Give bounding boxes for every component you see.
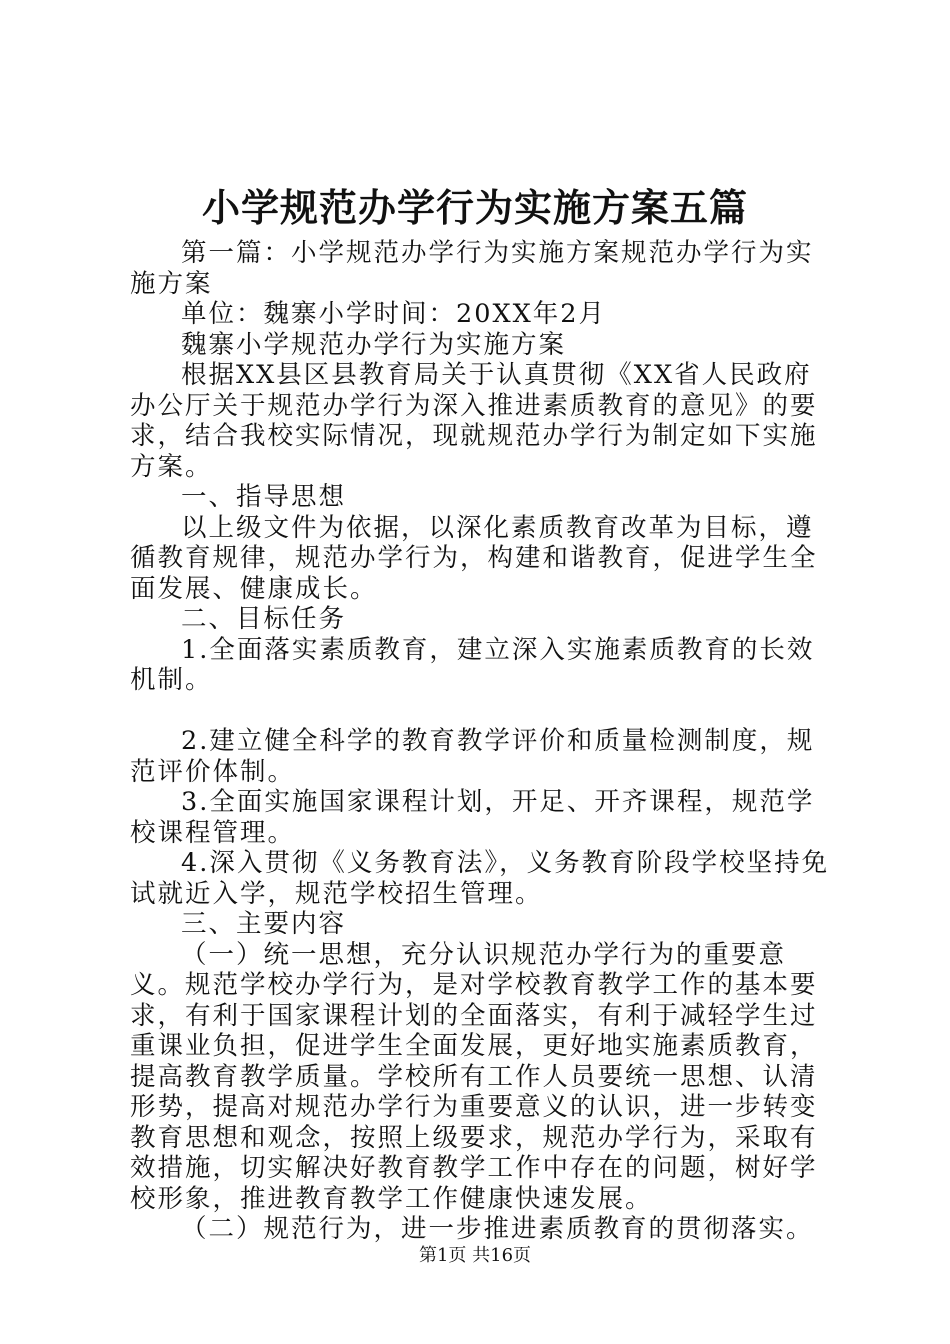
paragraph-content-2: （二）规范行为，进一步推进素质教育的贯彻落实。: [181, 1214, 814, 1244]
list-item-goal-2: 2.建立健全科学的教育教学评价和质量检测制度，规范评价体制。: [130, 726, 815, 787]
paragraph-plan-name: 魏寨小学规范办学行为实施方案: [181, 329, 567, 360]
paragraph-first-chapter: 第一篇：小学规范办学行为实施方案规范办学行为实施方案: [130, 238, 814, 299]
document-body: [130, 238, 830, 1245]
heading-guiding-thought: 一、指导思想: [181, 482, 347, 512]
document-title: 小学规范办学行为实施方案五篇: [201, 185, 748, 230]
page-footer: 第1页 共16页: [418, 1245, 532, 1266]
list-item-goal-1: 1.全面落实素质教育，建立深入实施素质教育的长效机制。: [130, 634, 815, 695]
paragraph-intro: 根据XX县区县教育局关于认真贯彻《XX省人民政府办公厅关于规范办学行为深入推进素质教育的意见》的要求，结合我校实际情况，现就规范办学行为制定如下实施方案。: [130, 360, 818, 482]
list-item-goal-4: 4.深入贯彻《义务教育法》，义务教育阶段学校坚持免试就近入学，规范学校招生管理。: [130, 848, 830, 909]
heading-main-content: 三、主要内容: [181, 909, 347, 939]
paragraph-guiding-thought: 以上级文件为依据，以深化素质教育改革为目标，遵循教育规律，规范办学行为，构建和谐教育，促进学生全面发展、健康成长。: [130, 512, 818, 604]
paragraph-content-1: （一）统一思想，充分认识规范办学行为的重要意义。规范学校办学行为，是对学校教育教学工作的基本要求，有利于国家课程计划的全面落实，有利于减轻学生过重课业负担，促进学生全面发展，更好地实施素质教育，提高教育教学质量。学校所有工作人员要统一思想、认清形势，提高对规范办学行为重要意义的认识，进一步转变教育思想和观念，按照上级要求，规范办学行为，采取有效措施，切实解决好教育教学工作中存在的问题，树好学校形象，推进教育教学工作健康快速发展。: [130, 939, 818, 1214]
list-item-goal-3: 3.全面实施国家课程计划，开足、开齐课程，规范学校课程管理。: [130, 787, 815, 848]
paragraph-unit-date: 单位：魏寨小学时间：20XX年2月: [181, 299, 606, 329]
heading-goals: 二、目标任务: [181, 604, 347, 634]
